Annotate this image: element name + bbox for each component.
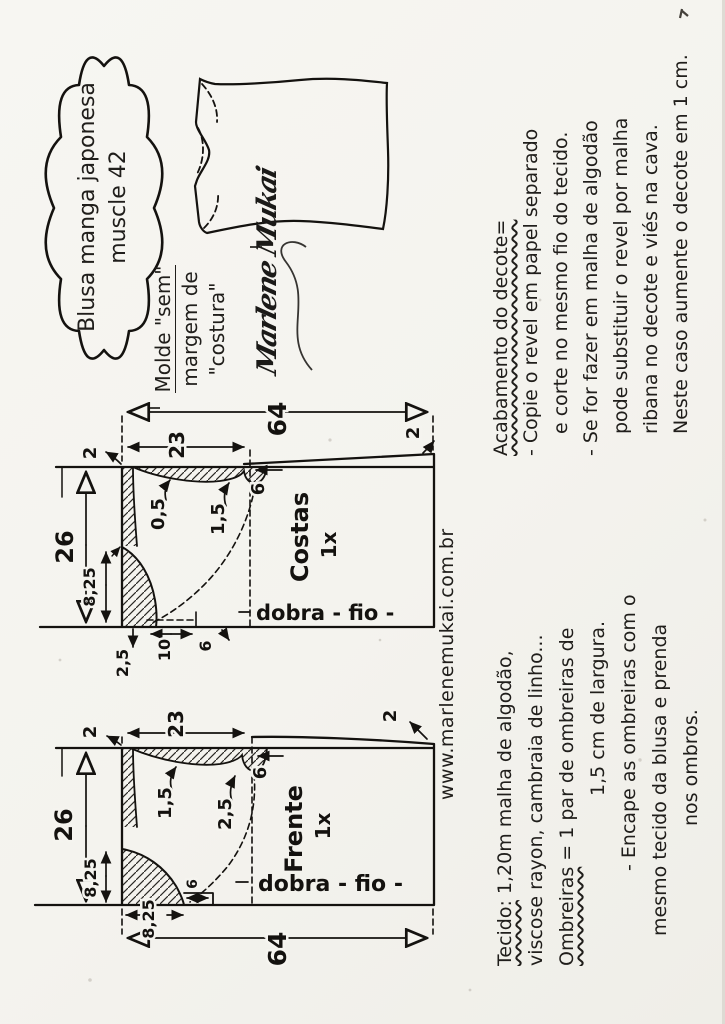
molde-note-line-1: Molde "sem" [151,265,175,393]
frente-neck-mark-label: 6 [250,766,271,780]
costas-shoulder-label: 23 [165,431,189,459]
finishing-line: ribana no decote e viés na cava. [640,124,662,434]
fabric-line-1 [490,488,521,966]
molde-note-line-3: "costura" [205,282,229,376]
fabric-line-7: nos ombros. [680,709,702,826]
finishing-heading: Acabamento do decote= [490,219,512,456]
signature-text: Marlene Mukai [252,164,283,378]
frente-neck-depth-v-label: 8,25 [81,858,100,898]
finishing-line: e corte no mesmo fio do tecido. [550,131,572,434]
frente-neck-curve-hatch [122,849,184,905]
frente-hem-step-label: 6 [185,879,201,889]
fabric-line-5: - Encape as ombreiras com o [618,594,640,871]
costas-neckline-facing-hatch [133,467,267,483]
frente-piece [35,710,434,967]
costas-corner-right-label: 2 [403,426,424,440]
signature-flourish [281,242,312,370]
costas-neck-mark-label: 6 [248,482,269,496]
costas-width-label: 26 [51,530,79,564]
costas-piece-name: Costas [286,491,314,583]
finishing-line: - Se for fazer em malha de algodão [580,120,602,456]
frente-hem-step [184,893,213,905]
frente-neck-depth-a-label: 1,5 [155,787,176,819]
ombreiras-rest: = 1 par de ombreiras de [556,627,578,867]
costas-neck-width-label: 8,25 [80,567,99,607]
finishing-line: - Copie o revel em papel separado [520,128,542,456]
ombreiras-label: Ombreiras [556,866,578,966]
fabric-notes-block [490,488,707,966]
frente-shoulder-label: 23 [164,710,188,738]
fabric-line-2: viscose rayon, cambraia de linho... [525,634,547,966]
tecido-label: Tecido: [494,900,516,966]
fabric-line-6: mesmo tecido da blusa e prenda [649,623,671,936]
molde-note-line-2: margem de [178,271,202,387]
frente-corner-left-label: 2 [80,725,101,739]
finishing-notes-block [486,54,696,456]
fabric-line-4: 1,5 cm de largura. [587,620,609,796]
frente-width-label: 26 [50,808,78,842]
frente-piece-name: Frente [280,785,308,873]
costas-hem-drop-label: 2,5 [113,648,132,678]
molde-note [150,248,231,410]
tshirt-sketch-icon [195,79,388,233]
frente-neck-width-h-label: 8,25 [139,899,158,939]
tecido-rest: 1,20m malha de algodão, [494,650,516,901]
costas-hem-mark-label: 6 [196,640,215,652]
signature-block [252,164,283,378]
finishing-line: pode substituir o revel por malha [610,117,632,434]
costas-grainline-label: dobra - fio - [256,601,395,625]
costas-piece [40,402,434,678]
costas-corner-left-label: 2 [80,446,101,460]
costas-length-label: 64 [263,401,292,437]
frente-length-label: 64 [263,931,292,967]
frente-cut-count: 1x [311,812,335,840]
frente-grainline-label: dobra - fio - [258,872,403,897]
costas-neck-curve-hatch [122,547,157,627]
costas-hem-span-label: 10 [155,638,174,662]
costas-neck-depth-b-label: 1,5 [208,503,229,535]
title-bubble-text [72,72,134,342]
website-url: www.marlenemukai.com.br [436,528,458,800]
title-line-1: Blusa manga japonesa [75,82,100,332]
frente-neckline-facing-hatch [130,748,267,771]
finishing-line: Neste caso aumente o decote em 1 cm. [670,54,692,434]
costas-neck-depth-a-label: 0,5 [148,498,169,530]
frente-neck-depth-b-label: 2,5 [215,798,236,830]
fabric-line-3 [552,488,583,966]
title-line-2: muscle 42 [106,150,131,264]
costas-cut-count: 1x [317,531,341,559]
frente-corner-right-label: 2 [380,709,401,723]
scan-mark [680,9,688,18]
